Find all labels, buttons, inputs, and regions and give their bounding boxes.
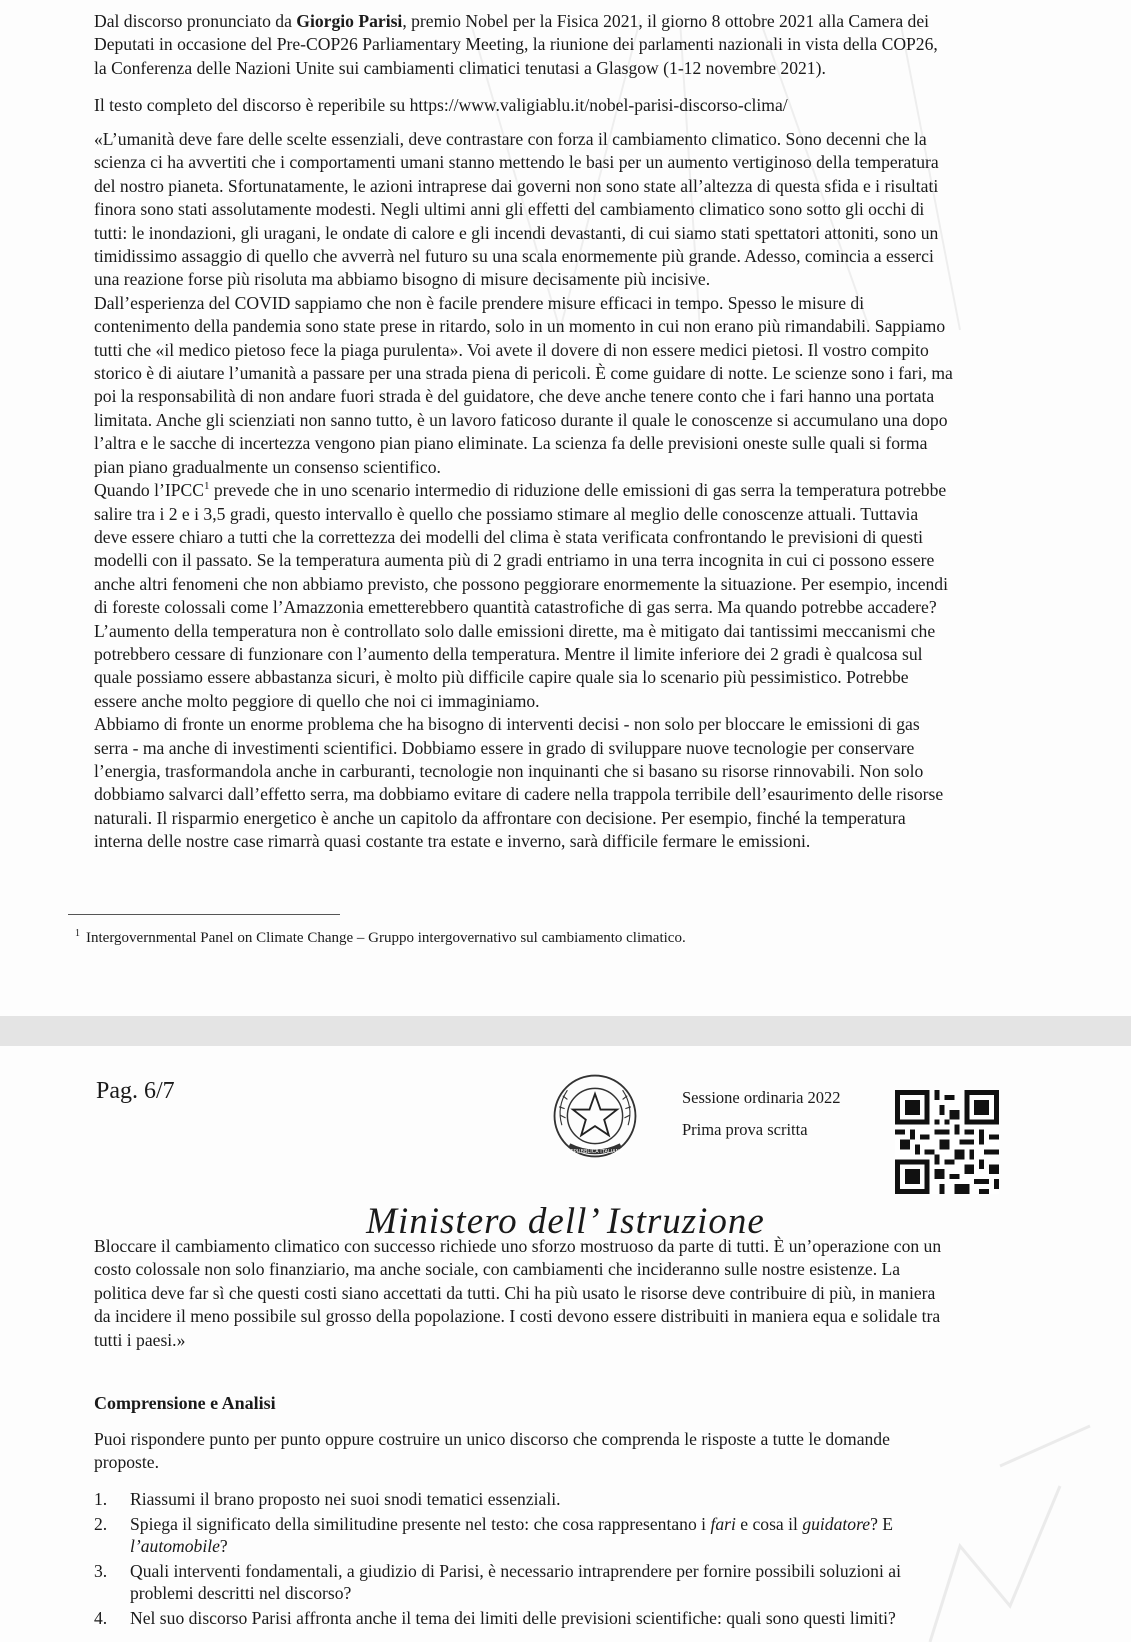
text-line: Bloccare il cambiamento climatico con successo richiede uno sforzo mostruoso da parte di tutti. È un’operazione con un (94, 1236, 942, 1256)
text-line: potrebbero cessare di funzionare con l’aumento della temperatura. Mentre il limite inferiore dei 2 gradi è qualcosa sul (94, 643, 923, 664)
speech-paragraph-1 (94, 128, 1106, 292)
text-line: di foreste colossali come l’Amazzonia emetterebbero quantità catastrofiche di gas serra. Ma quando potrebbe accadere? (94, 597, 937, 618)
republic-emblem-icon (549, 1070, 641, 1162)
ministry-title: Ministero dell’ Istruzione (366, 1201, 765, 1242)
intro-pre: Dal discorso pronunciato da (94, 11, 297, 31)
text-line: del nostro pianeta. Sfortunatamente, le azioni intraprese dai governi non sono state all’altezza di questa sfida e i risultati (94, 175, 939, 196)
text-line: tutti: le inondazioni, gli uragani, le ondate di calore e gli incendi devastanti, di cui siamo stati spettatori attoniti, sono un (94, 222, 939, 243)
text-line (130, 1535, 1096, 1558)
footnote-mark: 1 (75, 928, 80, 939)
session-info (682, 1082, 841, 1146)
footnote-reference[interactable]: 1 (203, 480, 210, 493)
text-line: poi la responsabilità di non andare fuori strada è del guidatore, che deve anche tenere conto che i fari hanno una portata (94, 386, 935, 407)
text-line-end: prevede che in uno scenario intermedio di riduzione delle emissioni di gas serra la temperatura potrebbe (209, 480, 947, 501)
speech-body (94, 128, 1106, 854)
term-automobile: l’automobile (130, 1536, 220, 1556)
text-line: l’altra e le sacche di incertezza vengono pian piano eliminate. La scienza fa delle previsioni oneste sulle quali si forma (94, 433, 928, 454)
session-label: Sessione ordinaria 2022 (682, 1088, 841, 1107)
text-line: una reazione forse più risoluta ma abbiamo bisogno di misure decisamente più incisive. (94, 269, 711, 290)
instruction-paragraph (94, 1428, 1094, 1475)
question-item-1 (94, 1488, 1096, 1511)
footnote-divider (68, 914, 340, 915)
text-line: scienza ci ha avvertiti che i comportamenti umani stanno mettendo le basi per un aumento vertiginoso della temperatura (94, 152, 939, 173)
text-line: anche altri fenomeni che non abbiamo previsto, che possono peggiorare enormemente la situazione. Per esempio, incendi (94, 573, 948, 594)
source-line: Il testo completo del discorso è reperibile su https://www.valigiablu.it/nobel-parisi-discorso-clima/ (94, 95, 788, 115)
question-number: 2. (94, 1513, 108, 1534)
text-line: tutti i paesi.» (94, 1329, 186, 1350)
question-item-3 (94, 1560, 1096, 1605)
text-line: tutti che «il medico pietoso fece la piaga purulenta». Voi avete il dovere di non essere medici pietosi. Il vostro compito (94, 339, 929, 360)
intro-line-3: la Conferenza delle Nazioni Unite sui cambiamenti climatici tenutasi a Glasgow (1-12 novembre 2021). (94, 57, 826, 78)
page-number: Pag. 6/7 (96, 1078, 175, 1104)
speech-paragraph-4 (94, 713, 1106, 853)
text-line: Abbiamo di fronte un enorme problema che ha bisogno di interventi decisi - non solo per bloccare le emissioni di gas (94, 714, 920, 735)
text-line: proposte. (94, 1452, 159, 1473)
question-text: Quali interventi fondamentali, a giudizio di Parisi, è necessario intraprendere per fornire possibili soluzioni ai (130, 1560, 901, 1581)
text-line: pian piano gradualmente un consenso scientifico. (94, 456, 441, 477)
speech-conclusion (94, 1235, 1106, 1352)
text-line: naturali. Il risparmio energetico è anche un capitolo da affrontare con decisione. Per esempio, finché la temperatura (94, 807, 906, 828)
text-line: costo colossale non solo finanziario, ma anche sociale, con cambiamenti che incideranno sulle nostre esistenze. La (94, 1259, 901, 1280)
question-text: e cosa il (735, 1513, 803, 1534)
text-line: timidissimo assaggio di quello che avverrà nel futuro su una scala enormemente più grande. Adesso, comincia a esserci (94, 246, 934, 267)
text-line: da incidere il meno possibile sul grosso della popolazione. I costi devono essere distribuiti in maniera equa e solidale tra (94, 1306, 941, 1327)
text-line: storico è di aiutare l’umanità a passare per una strada piena di pericoli. È come guidare di notte. Le scienze sono i fari, ma (94, 363, 953, 384)
question-list (94, 1488, 1096, 1631)
question-text: ? E (870, 1513, 894, 1534)
text-line: l’energia, trasformandola anche in carburanti, tecnologie non inquinanti che si basano su risorse rinnovabili. Non solo (94, 760, 924, 781)
text-line: finora sono stati assolutamente modesti. Negli ultimi anni gli effetti del cambiamento climatico sono sotto gli occhi di (94, 199, 925, 220)
text-line: limitata. Anche gli scienziati non sanno tutto, è un lavoro faticoso durante il quale le conoscenze si accumulano una dopo (94, 409, 948, 430)
text-line: «L’umanità deve fare delle scelte essenziali, deve contrastare con forza il cambiamento climatico. Sono decenni che la (94, 129, 927, 149)
text-line: Dall’esperienza del COVID sappiamo che non è facile prendere misure efficaci in tempo. Spesso le misure di (94, 292, 865, 313)
intro-paragraph (94, 10, 1094, 80)
question-item-2 (94, 1513, 1096, 1558)
emblem-text: REPUBBLICA ITALIANA (567, 1148, 623, 1155)
exam-label: Prima prova scritta (682, 1120, 808, 1139)
question-text: Spiega il significato della similitudine presente nel testo: che cosa rappresentano i (130, 1513, 711, 1534)
text-line: politica deve far sì che questi costi siano accettati da tutti. Chi ha più usato le risorse deve contribuire di più, in maniera (94, 1282, 936, 1303)
intro-line-1: , premio Nobel per la Fisica 2021, il giorno 8 ottobre 2021 alla Camera dei (402, 11, 930, 31)
qr-code[interactable] (894, 1090, 1000, 1194)
text-line: salire tra i 2 e i 3,5 gradi, questo intervallo è quello che possiamo stimare al meglio delle conoscenze attuali. Tuttavia (94, 503, 919, 524)
author-name: Giorgio Parisi (296, 11, 403, 31)
text-line: essere anche molto peggiore di quello che noi ci immaginiamo. (94, 690, 540, 711)
question-number: 1. (94, 1489, 108, 1509)
question-text: Nel suo discorso Parisi affronta anche il tema dei limiti delle previsioni scientifiche: quali sono questi limiti? (130, 1607, 896, 1628)
question-number: 4. (94, 1607, 108, 1628)
text-line-start: Quando l’IPCC (94, 480, 204, 501)
footnote-text: Intergovernmental Panel on Climate Change – Gruppo intergovernativo sul cambiamento climatico. (86, 930, 686, 946)
text-line (94, 479, 1106, 502)
text-line: L’aumento della temperatura non è controllato solo dalle emissioni dirette, ma è mitigato dai tantissimi meccanismi che (94, 620, 936, 641)
section-heading: Comprensione e Analisi (94, 1393, 276, 1413)
text-line: dobbiamo salvarci dall’effetto serra, ma dobbiamo evitare di cadere nella trappola terribile dell’esaurimento delle risorse (94, 784, 944, 805)
text-line: interna delle nostre case rimarrà quasi costante tra estate e inverno, sarà difficile fermare le emissioni. (94, 831, 811, 852)
term-fari: fari (710, 1513, 736, 1534)
intro-line-2: Deputati in occasione del Pre-COP26 Parliamentary Meeting, la riunione dei parlamenti nazionali in vista della COP26, (94, 34, 938, 55)
question-text: problemi descritti nel discorso? (130, 1583, 352, 1603)
text-line: modelli con il passato. Se la temperatura aumenta più di 2 gradi entriamo in una terra incognita in cui ci possono essere (94, 550, 935, 571)
text-line: Puoi rispondere punto per punto oppure costruire un unico discorso che comprenda le risposte a tutte le domande (94, 1429, 890, 1449)
question-number: 3. (94, 1560, 108, 1581)
speech-paragraph-3 (94, 479, 1106, 713)
question-text: ? (219, 1536, 228, 1556)
text-line: contenimento della pandemia sono state prese in ritardo, solo in un momento in cui non erano più rimandabili. Sappiamo (94, 316, 946, 337)
text-line: serra - ma anche di investimenti scientifici. Dobbiamo essere in grado di sviluppare nuove tecnologie per conservare (94, 737, 915, 758)
text-line: quale possiamo essere abbastanza sicuri, è molto più difficile capire quale sia lo scenario più pessimistico. Potrebbe (94, 667, 909, 688)
text-line: deve essere chiaro a tutti che la correttezza dei modelli del clima è stata verificata confrontando le previsioni di questi (94, 526, 923, 547)
speech-paragraph-2 (94, 292, 1106, 479)
term-guidatore: guidatore (802, 1513, 871, 1534)
question-item-4 (94, 1607, 1096, 1630)
question-text: Riassumi il brano proposto nei suoi snodi tematici essenziali. (130, 1489, 561, 1509)
footnote (75, 924, 1075, 948)
